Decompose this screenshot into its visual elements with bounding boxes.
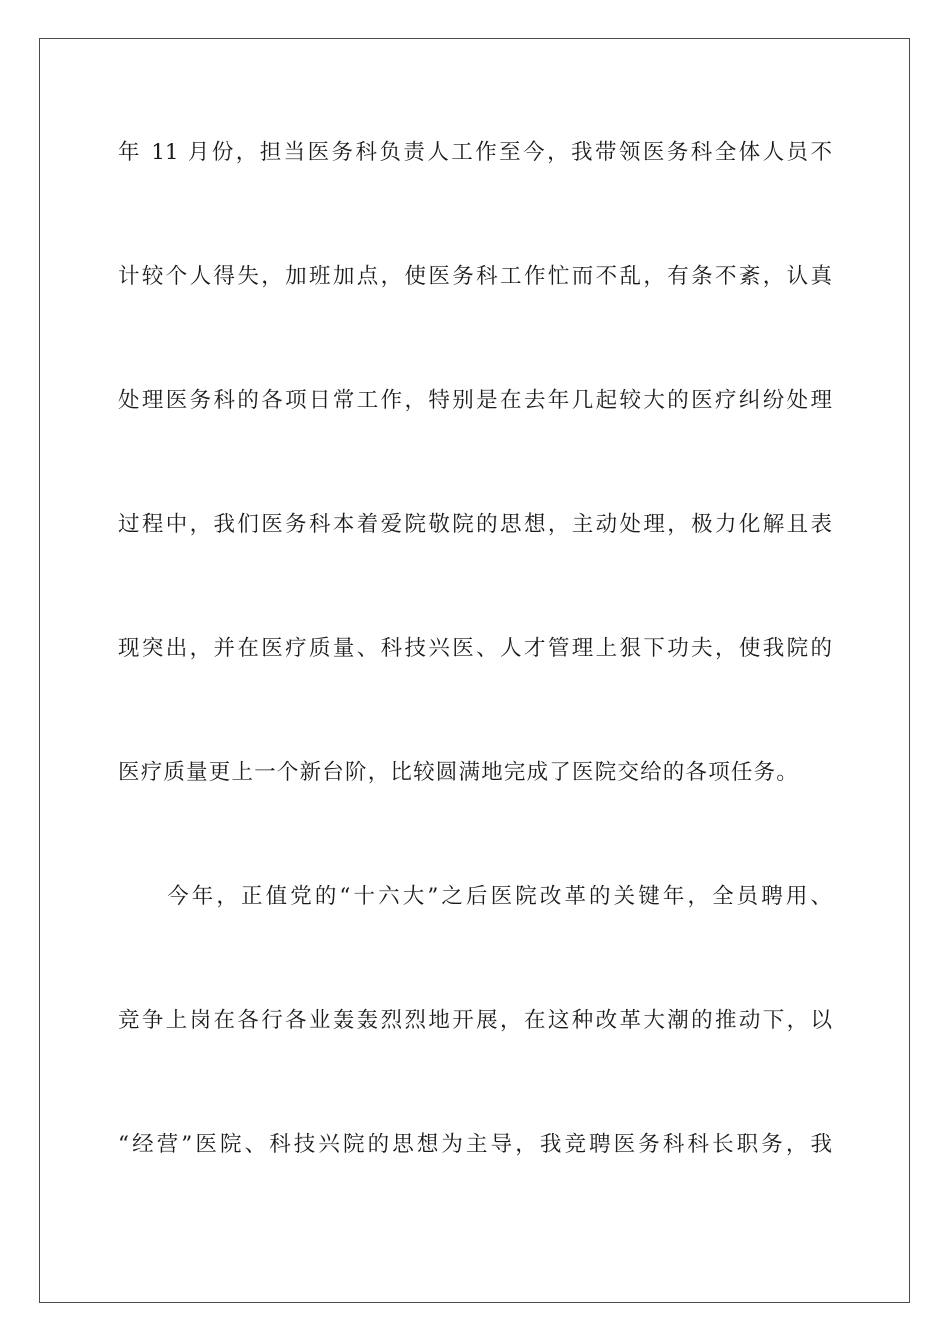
paragraph-line-9: “经营”医院、科技兴院的思想为主导，我竞聘医务科科长职务，我 xyxy=(118,1132,832,1157)
paragraph-line-1: 年 11 月份，担当医务科负责人工作至今，我带领医务科全体人员不 xyxy=(118,140,832,165)
paragraph-line-5: 现突出，并在医疗质量、科技兴医、人才管理上狠下功夫，使我院的 xyxy=(118,636,832,661)
paragraph-line-2: 计较个人得失，加班加点，使医务科工作忙而不乱，有条不紊，认真 xyxy=(118,264,832,289)
paragraph-line-7: 今年，正值党的“十六大”之后医院改革的关键年，全员聘用、 xyxy=(118,884,832,909)
paragraph-line-4: 过程中，我们医务科本着爱院敬院的思想，主动处理，极力化解且表 xyxy=(118,512,832,537)
paragraph-line-6: 医疗质量更上一个新台阶，比较圆满地完成了医院交给的各项任务。 xyxy=(118,760,800,785)
paragraph-line-8: 竞争上岗在各行各业轰轰烈烈地开展，在这种改革大潮的推动下，以 xyxy=(118,1008,832,1033)
paragraph-line-3: 处理医务科的各项日常工作，特别是在去年几起较大的医疗纠纷处理 xyxy=(118,388,832,413)
page-border xyxy=(39,38,910,1303)
